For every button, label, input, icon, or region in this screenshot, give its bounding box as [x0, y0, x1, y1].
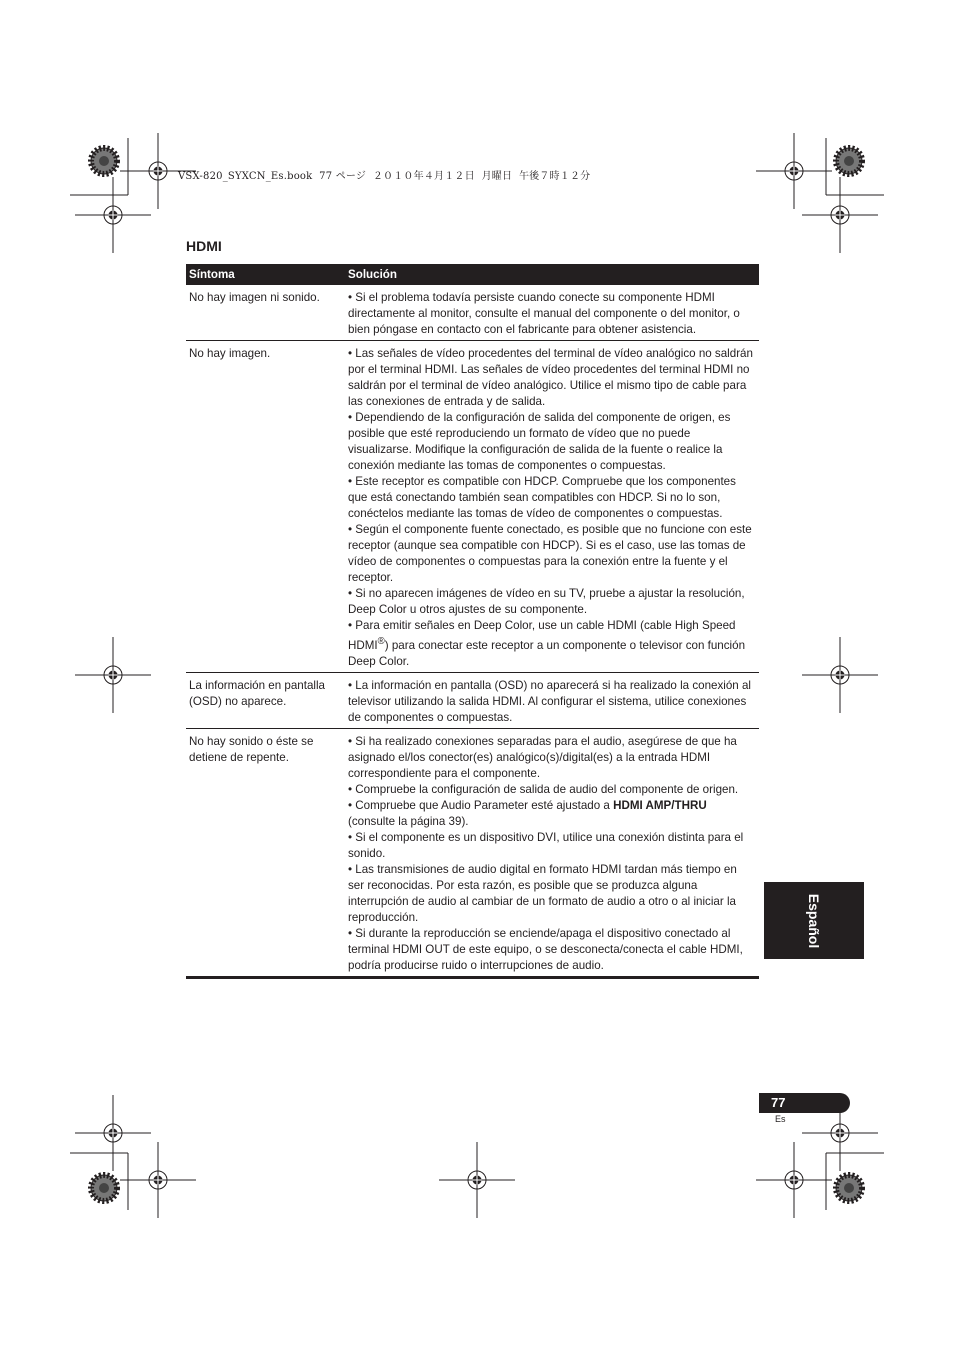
solution-item: • Si el problema todavía persiste cuando conecte su componente HDMI directamente al monitor, consulte el manual del componente o del monitor, o bien póngase en contacto con el fabricante para obtener asistencia. — [348, 291, 740, 336]
page-language-code: Es — [775, 1114, 786, 1124]
language-side-tab — [764, 882, 864, 959]
page-number: 77 — [771, 1095, 786, 1110]
symptom-cell: La información en pantalla (OSD) no aparece. — [186, 672, 345, 728]
table-row — [186, 285, 759, 341]
solution-item-audio-parameter — [348, 798, 756, 830]
registration-mark-icon — [439, 1142, 515, 1218]
solution-item: • Este receptor es compatible con HDCP. Compruebe que los componentes que está conectando también sean compatibles con HDCP. Si no lo son, conéctelos mediante las tomas de vídeo de componentes o compuestas. — [348, 475, 736, 520]
color-wheel-icon — [836, 1175, 862, 1201]
registration-mark-icon — [75, 177, 151, 253]
registration-mark-icon — [802, 177, 878, 253]
column-header-solution: Solución — [345, 264, 759, 285]
registration-mark-icon — [802, 637, 878, 713]
audio-param-text-suffix: (consulte la página 39). — [348, 814, 469, 828]
solution-item: • La información en pantalla (OSD) no aparecerá si ha realizado la conexión al televisor utilizando la salida HDMI. Al configurar el sistema, utilice conexiones de componentes o compuestas. — [348, 678, 751, 724]
solution-item: • Si durante la reproducción se enciende/apaga el dispositivo conectado al terminal HDMI OUT de este equipo, o se desconecta/conecta el cable HDMI, podría producirse ruido o interrupciones de audio. — [348, 926, 743, 972]
table-header-row — [186, 264, 759, 285]
column-header-symptom: Síntoma — [186, 264, 345, 285]
table-row — [186, 672, 759, 728]
registration-mark-icon — [756, 133, 832, 209]
deep-color-text-prefix: • Para emitir señales en Deep Color, use un cable HDMI (cable High Speed HDMI — [348, 619, 736, 652]
solution-cell — [345, 285, 759, 341]
page-number-badge — [759, 1093, 850, 1113]
solution-item: • Si no aparecen imágenes de vídeo en su TV, pruebe a ajustar la resolución, Deep Color u otros ajustes de su componente. — [348, 587, 745, 616]
registered-mark: ® — [377, 636, 385, 647]
solution-item: • Si ha realizado conexiones separadas para el audio, asegúrese de que ha asignado el/los conector(es) analógico(s)/digital(es) a la entrada HDMI correspondiente para el componente. — [348, 734, 737, 780]
color-wheel-icon — [91, 148, 117, 174]
symptom-cell: No hay sonido o éste se detiene de repente. — [186, 728, 345, 977]
solution-cell — [345, 672, 759, 728]
solution-item: • Si el componente es un dispositivo DVI, utilice una conexión distinta para el sonido. — [348, 830, 744, 860]
registration-mark-icon — [120, 1142, 196, 1218]
symptom-cell: No hay imagen. — [186, 341, 345, 673]
solution-cell — [345, 728, 759, 977]
registration-mark-icon — [756, 1142, 832, 1218]
solution-item-deep-color — [348, 618, 756, 670]
solution-item: • Las transmisiones de audio digital en formato HDMI tardan más tiempo en ser reconocidas. Por esta razón, es posible que se produzca alguna interrupción de audio al cambiar de un formato de audio a otro o al iniciar la reproducción. — [348, 862, 737, 924]
audio-param-setting: HDMI AMP/THRU — [613, 798, 707, 812]
language-tab-label: Español — [806, 893, 822, 948]
solution-item: • Compruebe la configuración de salida de audio del componente de origen. — [348, 782, 739, 796]
registration-mark-icon — [75, 637, 151, 713]
deep-color-text-suffix: ) para conectar este receptor a un componente o televisor con función Deep Color. — [348, 638, 746, 668]
color-wheel-icon — [91, 1175, 117, 1201]
symptom-cell: No hay imagen ni sonido. — [186, 285, 345, 341]
troubleshooting-table — [186, 264, 759, 979]
print-header-line: VSX-820_SYXCN_Es.book 77 ページ ２０１０年４月１２日 月曜日 午後７時１２分 — [178, 171, 591, 182]
solution-item: • Las señales de vídeo procedentes del terminal de vídeo analógico no saldrán por el terminal HDMI. Las señales de vídeo procedentes del terminal HDMI no saldrán por el terminal de vídeo analógico. Utilice el mismo tipo de cable para las conexiones de entrada y de salida. — [348, 347, 753, 408]
audio-param-text-prefix: • Compruebe que Audio Parameter esté ajustado a — [348, 798, 614, 812]
registration-mark-icon — [75, 1095, 151, 1171]
color-wheel-icon — [836, 148, 862, 174]
solution-item: • Dependiendo de la configuración de salida del componente de origen, es posible que esté reproduciendo un formato de vídeo que no puede visualizarse. Modifique la configuración de salida de la fuente o realice la conexión mediante las tomas de componentes o compuestas. — [348, 411, 731, 472]
section-title: HDMI — [186, 238, 222, 254]
solution-item: • Según el componente fuente conectado, es posible que no funcione con este receptor (aunque sea compatible con HDCP). Si es el caso, use las tomas de vídeo de componentes o compuestas para la conexión entre la fuente y el receptor. — [348, 523, 752, 584]
table-row — [186, 341, 759, 673]
table-row — [186, 728, 759, 977]
solution-cell — [345, 341, 759, 673]
